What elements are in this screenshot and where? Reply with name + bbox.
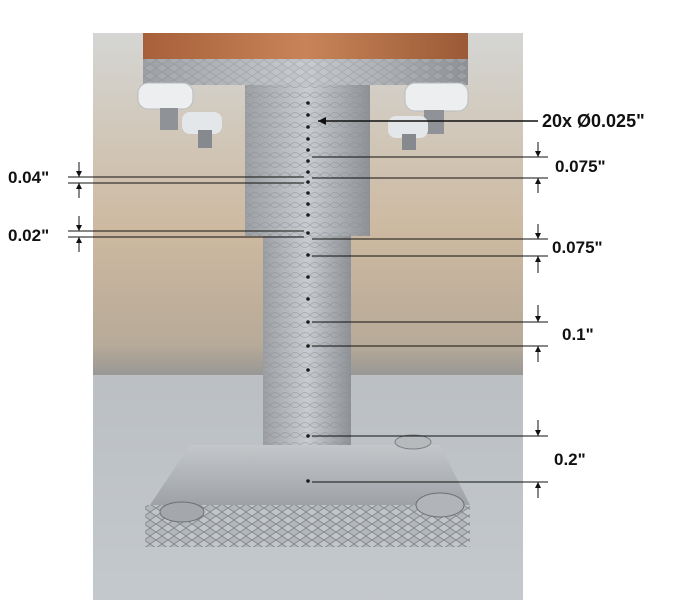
hole-count-label: 20x Ø0.025" — [542, 111, 645, 131]
right-bolt — [416, 493, 464, 517]
dimension-label-left-bottom: 0.02" — [8, 226, 50, 245]
dimension-label-top: 0.075" — [555, 157, 606, 176]
rear-bolt — [395, 435, 431, 449]
left-bolt — [160, 502, 204, 522]
dimension-label-spacing: 0.1" — [562, 325, 594, 344]
base-plate — [150, 445, 470, 505]
dimension-label-left-top: 0.04" — [8, 168, 50, 187]
copper-fixture — [143, 33, 468, 59]
dimension-label-step: 0.075" — [552, 238, 603, 257]
dimension-label-bottom: 0.2" — [554, 450, 586, 469]
